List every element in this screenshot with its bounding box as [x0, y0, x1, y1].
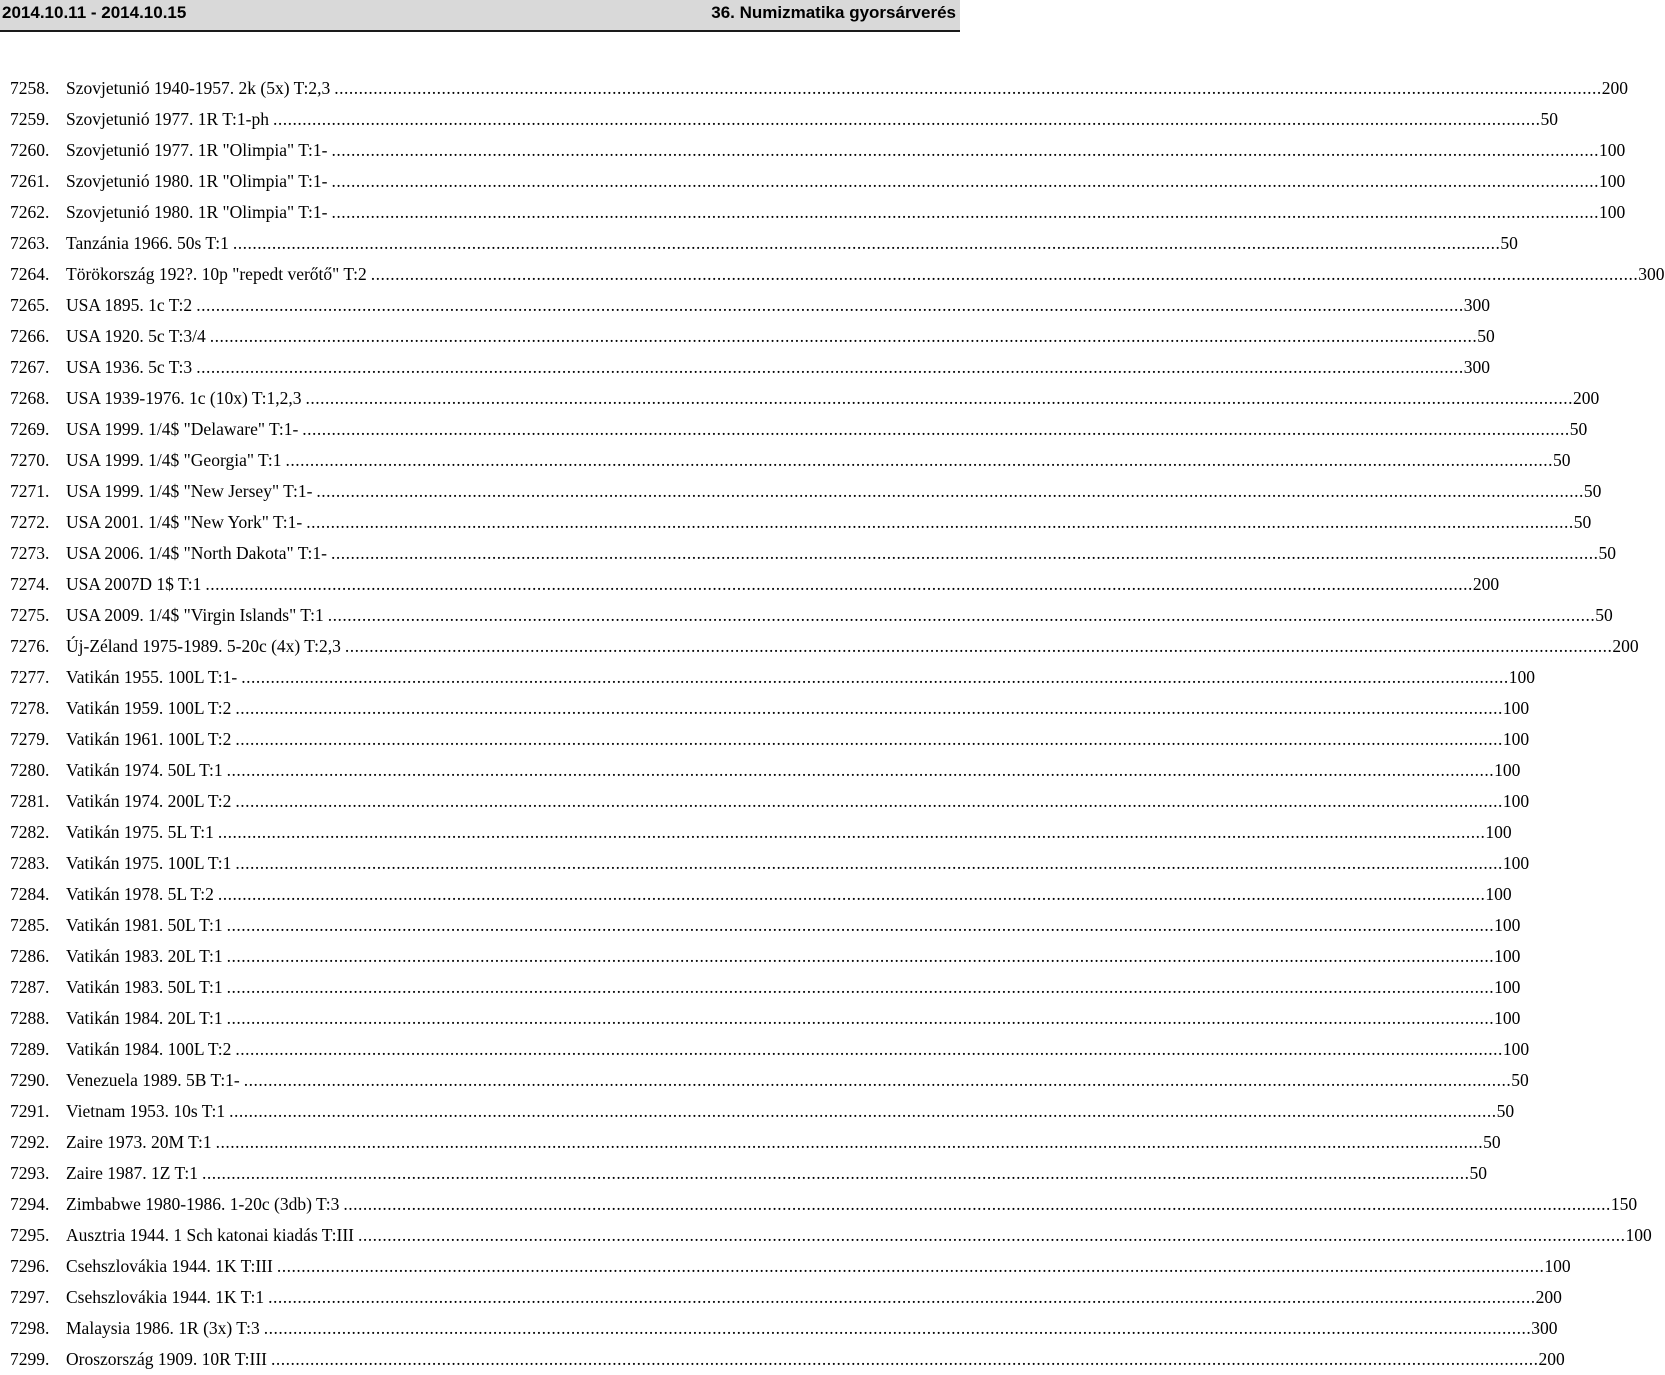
header-catalog-title: 36. Numizmatika gyorsárverés	[711, 3, 956, 22]
lot-row	[0, 631, 1639, 662]
lot-description: Szovjetunió 1977. 1R "Olimpia" T:1-	[66, 140, 328, 160]
dot-leader: ....................................................................................................................................................................................................................................................................	[235, 698, 1503, 718]
lot-starting-price: 100	[1485, 822, 1512, 842]
lot-line	[66, 507, 1592, 538]
lot-number: 7294.	[10, 1194, 50, 1214]
lot-line	[66, 1220, 1652, 1251]
lot-description: USA 2007D 1$ T:1	[66, 574, 202, 594]
lot-description: Csehszlovákia 1944. 1K T:III	[66, 1256, 273, 1276]
lot-description: Vatikán 1983. 20L T:1	[66, 946, 223, 966]
lot-description: Vietnam 1953. 10s T:1	[66, 1101, 226, 1121]
lot-number: 7271.	[10, 481, 50, 501]
lot-description: USA 1999. 1/4$ "Delaware" T:1-	[66, 419, 299, 439]
dot-leader: ....................................................................................................................................................................................................................................................................	[235, 791, 1503, 811]
dot-leader: ....................................................................................................................................................................................................................................................................	[201, 1163, 1470, 1183]
lot-row	[0, 1282, 1562, 1313]
lot-line	[66, 1127, 1501, 1158]
lot-row	[0, 1220, 1652, 1251]
lot-row	[0, 259, 1665, 290]
lot-description: Ausztria 1944. 1 Sch katonai kiadás T:III	[66, 1225, 354, 1245]
lot-number: 7264.	[10, 264, 50, 284]
lot-number: 7283.	[10, 853, 50, 873]
lot-starting-price: 300	[1638, 264, 1665, 284]
lot-line	[66, 1065, 1529, 1096]
dot-leader: ....................................................................................................................................................................................................................................................................	[285, 450, 1553, 470]
dot-leader: ....................................................................................................................................................................................................................................................................	[271, 1349, 1539, 1369]
lot-starting-price: 200	[1535, 1287, 1562, 1307]
dot-leader: ....................................................................................................................................................................................................................................................................	[209, 326, 1478, 346]
lot-starting-price: 50	[1595, 605, 1613, 625]
lot-number: 7297.	[10, 1287, 50, 1307]
lot-starting-price: 100	[1598, 140, 1626, 160]
dot-leader: ....................................................................................................................................................................................................................................................................	[331, 543, 1599, 563]
lot-line	[66, 228, 1518, 259]
lot-number: 7269.	[10, 419, 50, 439]
lot-number: 7288.	[10, 1008, 50, 1028]
lot-number: 7276.	[10, 636, 50, 656]
lot-description: Vatikán 1974. 50L T:1	[66, 760, 223, 780]
lot-starting-price: 150	[1610, 1194, 1638, 1214]
lot-starting-price: 100	[1502, 791, 1530, 811]
lot-line	[66, 941, 1521, 972]
lot-starting-price: 100	[1494, 977, 1521, 997]
lot-starting-price: 50	[1469, 1163, 1487, 1183]
lot-line	[66, 197, 1626, 228]
dot-leader: ....................................................................................................................................................................................................................................................................	[343, 1194, 1611, 1214]
dot-leader: ....................................................................................................................................................................................................................................................................	[306, 512, 1574, 532]
lot-row	[0, 724, 1530, 755]
dot-leader: ....................................................................................................................................................................................................................................................................	[205, 574, 1473, 594]
lot-row	[0, 1127, 1501, 1158]
lot-description: Tanzánia 1966. 50s T:1	[66, 233, 229, 253]
dot-leader: ....................................................................................................................................................................................................................................................................	[226, 946, 1495, 966]
lot-number: 7282.	[10, 822, 50, 842]
dot-leader: ....................................................................................................................................................................................................................................................................	[235, 729, 1503, 749]
lot-number: 7279.	[10, 729, 50, 749]
lot-description: Venezuela 1989. 5B T:1-	[66, 1070, 240, 1090]
lot-row	[0, 1313, 1558, 1344]
lot-starting-price: 100	[1494, 1008, 1521, 1028]
lot-row	[0, 1251, 1571, 1282]
lot-description: Törökország 192?. 10p "repedt verőtő" T:2	[66, 264, 367, 284]
lot-number: 7280.	[10, 760, 50, 780]
lot-number: 7290.	[10, 1070, 50, 1090]
lot-row	[0, 848, 1530, 879]
lot-description: Új-Zéland 1975-1989. 5-20c (4x) T:2,3	[66, 636, 341, 656]
lot-row	[0, 383, 1600, 414]
lot-starting-price: 50	[1483, 1132, 1501, 1152]
lot-description: USA 1939-1976. 1c (10x) T:1,2,3	[66, 388, 302, 408]
lot-number: 7270.	[10, 450, 50, 470]
lot-row	[0, 1189, 1638, 1220]
lot-line	[66, 1344, 1565, 1375]
lot-starting-price: 100	[1502, 853, 1530, 873]
header-divider	[0, 30, 960, 32]
lot-starting-price: 200	[1472, 574, 1500, 594]
lot-description: Oroszország 1909. 10R T:III	[66, 1349, 267, 1369]
lot-description: Vatikán 1983. 50L T:1	[66, 977, 223, 997]
lot-starting-price: 200	[1612, 636, 1639, 656]
lot-description: Zimbabwe 1980-1986. 1-20c (3db) T:3	[66, 1194, 340, 1214]
dot-leader: ....................................................................................................................................................................................................................................................................	[235, 1039, 1503, 1059]
lot-line	[66, 848, 1530, 879]
lot-row	[0, 879, 1512, 910]
lot-number: 7273.	[10, 543, 50, 563]
lot-row	[0, 73, 1628, 104]
dot-leader: ....................................................................................................................................................................................................................................................................	[316, 481, 1584, 501]
lot-starting-price: 300	[1463, 295, 1490, 315]
lot-row	[0, 1158, 1487, 1189]
dot-leader: ....................................................................................................................................................................................................................................................................	[344, 636, 1613, 656]
lot-row	[0, 693, 1530, 724]
lot-starting-price: 50	[1477, 326, 1495, 346]
lot-starting-price: 200	[1538, 1349, 1565, 1369]
lot-row	[0, 228, 1518, 259]
lot-number: 7286.	[10, 946, 50, 966]
lot-line	[66, 1034, 1530, 1065]
lot-line	[66, 135, 1626, 166]
lot-row	[0, 1096, 1515, 1127]
lot-row	[0, 321, 1495, 352]
lot-description: Szovjetunió 1980. 1R "Olimpia" T:1-	[66, 171, 328, 191]
lot-line	[66, 383, 1600, 414]
dot-leader: ....................................................................................................................................................................................................................................................................	[357, 1225, 1626, 1245]
lot-starting-price: 100	[1494, 915, 1521, 935]
lot-line	[66, 755, 1521, 786]
lot-line	[66, 693, 1530, 724]
lot-row	[0, 941, 1521, 972]
lot-row	[0, 507, 1592, 538]
dot-leader: ....................................................................................................................................................................................................................................................................	[331, 140, 1599, 160]
lot-number: 7274.	[10, 574, 50, 594]
lot-description: USA 1936. 5c T:3	[66, 357, 193, 377]
dot-leader: ....................................................................................................................................................................................................................................................................	[232, 233, 1501, 253]
lot-description: USA 1999. 1/4$ "New Jersey" T:1-	[66, 481, 313, 501]
lot-starting-price: 50	[1540, 109, 1558, 129]
lot-line	[66, 1003, 1521, 1034]
dot-leader: ....................................................................................................................................................................................................................................................................	[196, 357, 1464, 377]
dot-leader: ....................................................................................................................................................................................................................................................................	[268, 1287, 1536, 1307]
lot-description: Vatikán 1984. 20L T:1	[66, 1008, 223, 1028]
lot-row	[0, 755, 1521, 786]
lot-row	[0, 476, 1602, 507]
lot-row	[0, 166, 1626, 197]
lot-starting-price: 200	[1601, 78, 1628, 98]
lot-number: 7265.	[10, 295, 50, 315]
lot-row	[0, 1003, 1521, 1034]
lot-number: 7293.	[10, 1163, 50, 1183]
lot-starting-price: 100	[1502, 1039, 1530, 1059]
lot-description: Vatikán 1961. 100L T:2	[66, 729, 232, 749]
lot-line	[66, 972, 1521, 1003]
dot-leader: ....................................................................................................................................................................................................................................................................	[235, 853, 1503, 873]
lot-description: USA 2001. 1/4$ "New York" T:1-	[66, 512, 303, 532]
dot-leader: ....................................................................................................................................................................................................................................................................	[226, 915, 1495, 935]
dot-leader: ....................................................................................................................................................................................................................................................................	[241, 667, 1509, 687]
lot-description: Vatikán 1974. 200L T:2	[66, 791, 232, 811]
lot-starting-price: 100	[1485, 884, 1512, 904]
lot-line	[66, 910, 1521, 941]
dot-leader: ....................................................................................................................................................................................................................................................................	[263, 1318, 1532, 1338]
lot-description: Csehszlovákia 1944. 1K T:1	[66, 1287, 265, 1307]
lot-line	[66, 1282, 1562, 1313]
lot-row	[0, 414, 1588, 445]
lot-starting-price: 50	[1500, 233, 1518, 253]
lot-description: Szovjetunió 1940-1957. 2k (5x) T:2,3	[66, 78, 331, 98]
dot-leader: ....................................................................................................................................................................................................................................................................	[226, 977, 1495, 997]
lot-description: USA 1999. 1/4$ "Georgia" T:1	[66, 450, 282, 470]
lot-line	[66, 1251, 1571, 1282]
lot-row	[0, 538, 1616, 569]
lot-starting-price: 50	[1573, 512, 1592, 532]
lot-description: Zaire 1973. 20M T:1	[66, 1132, 212, 1152]
lot-description: Vatikán 1975. 5L T:1	[66, 822, 214, 842]
page-header	[0, 0, 960, 30]
lot-starting-price: 100	[1502, 698, 1530, 718]
lot-line	[66, 786, 1530, 817]
lot-row	[0, 662, 1535, 693]
lot-starting-price: 100	[1508, 667, 1535, 687]
lot-description: Vatikán 1955. 100L T:1-	[66, 667, 238, 687]
lot-row	[0, 1344, 1565, 1375]
lot-number: 7287.	[10, 977, 50, 997]
lot-description: Vatikán 1981. 50L T:1	[66, 915, 223, 935]
lot-number: 7258.	[10, 78, 50, 98]
lot-number: 7259.	[10, 109, 50, 129]
lot-starting-price: 50	[1496, 1101, 1515, 1121]
lot-line	[66, 724, 1530, 755]
lot-number: 7281.	[10, 791, 50, 811]
lot-line	[66, 1096, 1515, 1127]
lot-row	[0, 817, 1512, 848]
lot-number: 7275.	[10, 605, 50, 625]
lot-line	[66, 445, 1571, 476]
lot-number: 7289.	[10, 1039, 50, 1059]
lot-description: Szovjetunió 1977. 1R T:1-ph	[66, 109, 269, 129]
lot-row	[0, 569, 1500, 600]
lot-row	[0, 290, 1490, 321]
lot-description: Vatikán 1975. 100L T:1	[66, 853, 232, 873]
lot-list	[0, 73, 1665, 1375]
lot-line	[66, 476, 1602, 507]
lot-description: USA 1920. 5c T:3/4	[66, 326, 206, 346]
dot-leader: ....................................................................................................................................................................................................................................................................	[217, 884, 1486, 904]
lot-starting-price: 200	[1573, 388, 1600, 408]
lot-starting-price: 50	[1511, 1070, 1529, 1090]
lot-description: USA 2006. 1/4$ "North Dakota" T:1-	[66, 543, 327, 563]
lot-row	[0, 104, 1558, 135]
lot-line	[66, 1158, 1487, 1189]
lot-line	[66, 321, 1495, 352]
lot-line	[66, 414, 1588, 445]
dot-leader: ....................................................................................................................................................................................................................................................................	[272, 109, 1541, 129]
dot-leader: ....................................................................................................................................................................................................................................................................	[327, 605, 1596, 625]
lot-starting-price: 100	[1502, 729, 1530, 749]
lot-row	[0, 445, 1571, 476]
lot-line	[66, 817, 1512, 848]
lot-starting-price: 300	[1531, 1318, 1558, 1338]
dot-leader: ....................................................................................................................................................................................................................................................................	[226, 1008, 1495, 1028]
lot-number: 7260.	[10, 140, 50, 160]
lot-number: 7277.	[10, 667, 50, 687]
dot-leader: ....................................................................................................................................................................................................................................................................	[334, 78, 1602, 98]
lot-row	[0, 786, 1530, 817]
lot-row	[0, 197, 1626, 228]
lot-line	[66, 73, 1628, 104]
lot-starting-price: 300	[1463, 357, 1490, 377]
lot-number: 7266.	[10, 326, 50, 346]
lot-starting-price: 100	[1598, 202, 1626, 222]
lot-description: Vatikán 1984. 100L T:2	[66, 1039, 232, 1059]
lot-description: Vatikán 1978. 5L T:2	[66, 884, 214, 904]
lot-description: USA 2009. 1/4$ "Virgin Islands" T:1	[66, 605, 324, 625]
dot-leader: ....................................................................................................................................................................................................................................................................	[215, 1132, 1484, 1152]
lot-line	[66, 166, 1626, 197]
lot-line	[66, 600, 1613, 631]
lot-description: Vatikán 1959. 100L T:2	[66, 698, 232, 718]
lot-starting-price: 100	[1494, 946, 1521, 966]
lot-starting-price: 50	[1569, 419, 1588, 439]
lot-number: 7261.	[10, 171, 50, 191]
lot-number: 7295.	[10, 1225, 50, 1245]
lot-starting-price: 50	[1552, 450, 1571, 470]
lot-number: 7267.	[10, 357, 50, 377]
lot-description: Zaire 1987. 1Z T:1	[66, 1163, 198, 1183]
lot-starting-price: 100	[1544, 1256, 1571, 1276]
dot-leader: ....................................................................................................................................................................................................................................................................	[331, 171, 1599, 191]
lot-line	[66, 352, 1490, 383]
lot-number: 7268.	[10, 388, 50, 408]
lot-number: 7292.	[10, 1132, 50, 1152]
dot-leader: ....................................................................................................................................................................................................................................................................	[331, 202, 1599, 222]
header-date-range: 2014.10.11 - 2014.10.15	[2, 3, 187, 22]
dot-leader: ....................................................................................................................................................................................................................................................................	[217, 822, 1486, 842]
lot-line	[66, 259, 1665, 290]
lot-number: 7262.	[10, 202, 50, 222]
lot-line	[66, 290, 1490, 321]
lot-line	[66, 1189, 1638, 1220]
lot-line	[66, 538, 1616, 569]
lot-line	[66, 569, 1500, 600]
lot-row	[0, 972, 1521, 1003]
dot-leader: ....................................................................................................................................................................................................................................................................	[302, 419, 1570, 439]
lot-row	[0, 352, 1490, 383]
dot-leader: ....................................................................................................................................................................................................................................................................	[370, 264, 1639, 284]
lot-number: 7278.	[10, 698, 50, 718]
dot-leader: ....................................................................................................................................................................................................................................................................	[276, 1256, 1545, 1276]
lot-description: USA 1895. 1c T:2	[66, 295, 193, 315]
lot-line	[66, 662, 1535, 693]
lot-row	[0, 135, 1626, 166]
lot-starting-price: 50	[1598, 543, 1616, 563]
lot-number: 7298.	[10, 1318, 50, 1338]
lot-number: 7272.	[10, 512, 50, 532]
lot-number: 7299.	[10, 1349, 50, 1369]
lot-description: Szovjetunió 1980. 1R "Olimpia" T:1-	[66, 202, 328, 222]
lot-starting-price: 100	[1494, 760, 1521, 780]
lot-row	[0, 600, 1613, 631]
dot-leader: ....................................................................................................................................................................................................................................................................	[226, 760, 1495, 780]
lot-number: 7285.	[10, 915, 50, 935]
lot-line	[66, 1313, 1558, 1344]
lot-row	[0, 910, 1521, 941]
lot-row	[0, 1065, 1529, 1096]
lot-number: 7263.	[10, 233, 50, 253]
lot-row	[0, 1034, 1530, 1065]
lot-number: 7291.	[10, 1101, 50, 1121]
dot-leader: ....................................................................................................................................................................................................................................................................	[196, 295, 1464, 315]
lot-description: Malaysia 1986. 1R (3x) T:3	[66, 1318, 260, 1338]
dot-leader: ....................................................................................................................................................................................................................................................................	[305, 388, 1574, 408]
dot-leader: ....................................................................................................................................................................................................................................................................	[243, 1070, 1512, 1090]
lot-line	[66, 104, 1558, 135]
lot-line	[66, 631, 1639, 662]
lot-starting-price: 100	[1625, 1225, 1652, 1245]
lot-number: 7284.	[10, 884, 50, 904]
lot-starting-price: 100	[1598, 171, 1626, 191]
dot-leader: ....................................................................................................................................................................................................................................................................	[229, 1101, 1497, 1121]
lot-line	[66, 879, 1512, 910]
lot-starting-price: 50	[1583, 481, 1602, 501]
lot-number: 7296.	[10, 1256, 50, 1276]
